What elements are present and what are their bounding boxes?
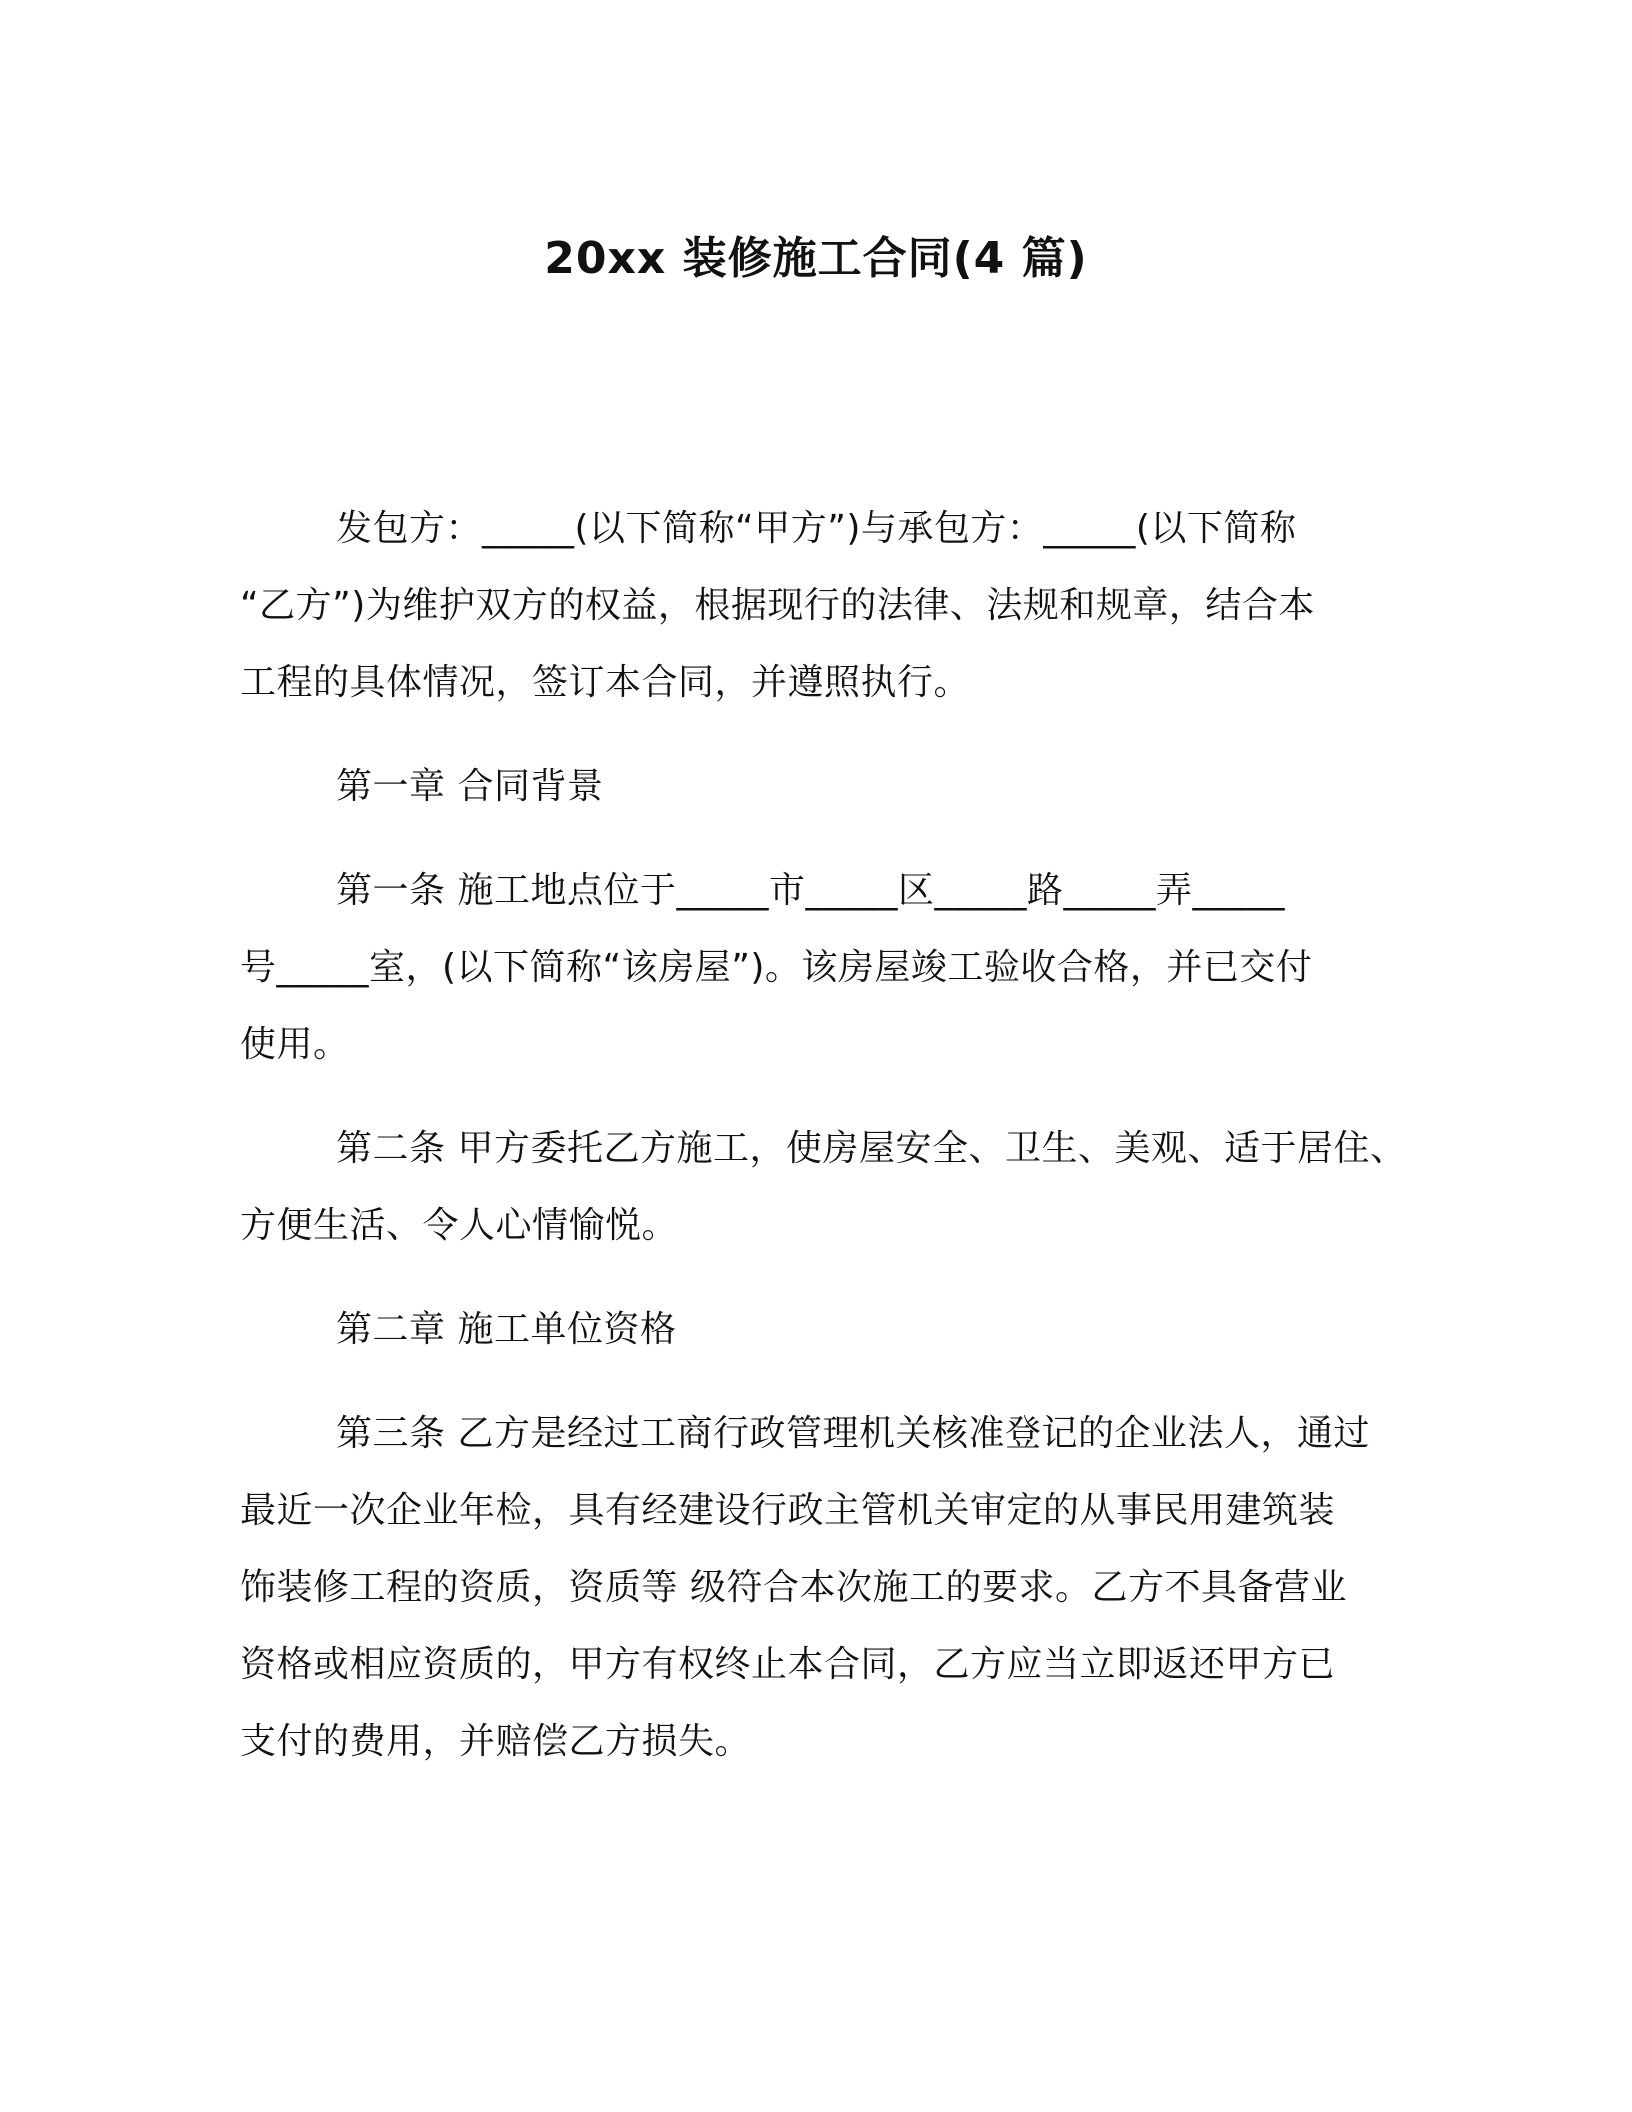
paragraph-line: 饰装修工程的资质，资质等 级符合本次施工的要求。乙方不具备营业 bbox=[240, 1567, 1347, 1608]
paragraph-line: “乙方”)为维护双方的权益，根据现行的法律、法规和规章，结合本 bbox=[240, 585, 1315, 626]
paragraph-line: 工程的具体情况，签订本合同，并遵照执行。 bbox=[240, 662, 971, 703]
article-1 bbox=[240, 852, 1405, 1083]
document-title: 20xx 装修施工合同(4 篇) bbox=[544, 233, 1088, 284]
paragraph-preamble bbox=[240, 490, 1405, 721]
paragraph-line: 最近一次企业年检，具有经建设行政主管机关审定的从事民用建筑装 bbox=[240, 1490, 1336, 1531]
chapter-heading-text: 第一章 合同背景 bbox=[336, 766, 604, 807]
article-2 bbox=[240, 1110, 1405, 1264]
paragraph-line: 第三条 乙方是经过工商行政管理机关核准登记的企业法人，通过 bbox=[336, 1413, 1370, 1454]
chapter-heading-2 bbox=[240, 1291, 1405, 1368]
paragraph-line: 资格或相应资质的，甲方有权终止本合同，乙方应当立即返还甲方已 bbox=[240, 1644, 1336, 1685]
paragraph-line: 发包方：_____(以下简称“甲方”)与承包方：_____(以下简称 bbox=[336, 508, 1297, 549]
article-3 bbox=[240, 1395, 1405, 1780]
chapter-heading-1 bbox=[240, 748, 1405, 825]
paragraph-line: 支付的费用，并赔偿乙方损失。 bbox=[240, 1721, 752, 1762]
paragraph-line: 号_____室，(以下简称“该房屋”)。该房屋竣工验收合格，并已交付 bbox=[240, 947, 1313, 988]
paragraph-line: 方便生活、令人心情愉悦。 bbox=[240, 1205, 679, 1246]
document-body bbox=[240, 490, 1405, 1807]
chapter-heading-text: 第二章 施工单位资格 bbox=[336, 1309, 677, 1350]
paragraph-line: 第二条 甲方委托乙方施工，使房屋安全、卫生、美观、适于居住、 bbox=[336, 1128, 1407, 1169]
paragraph-line: 使用。 bbox=[240, 1024, 350, 1065]
paragraph-line: 第一条 施工地点位于_____市_____区_____路_____弄_____ bbox=[336, 870, 1285, 911]
